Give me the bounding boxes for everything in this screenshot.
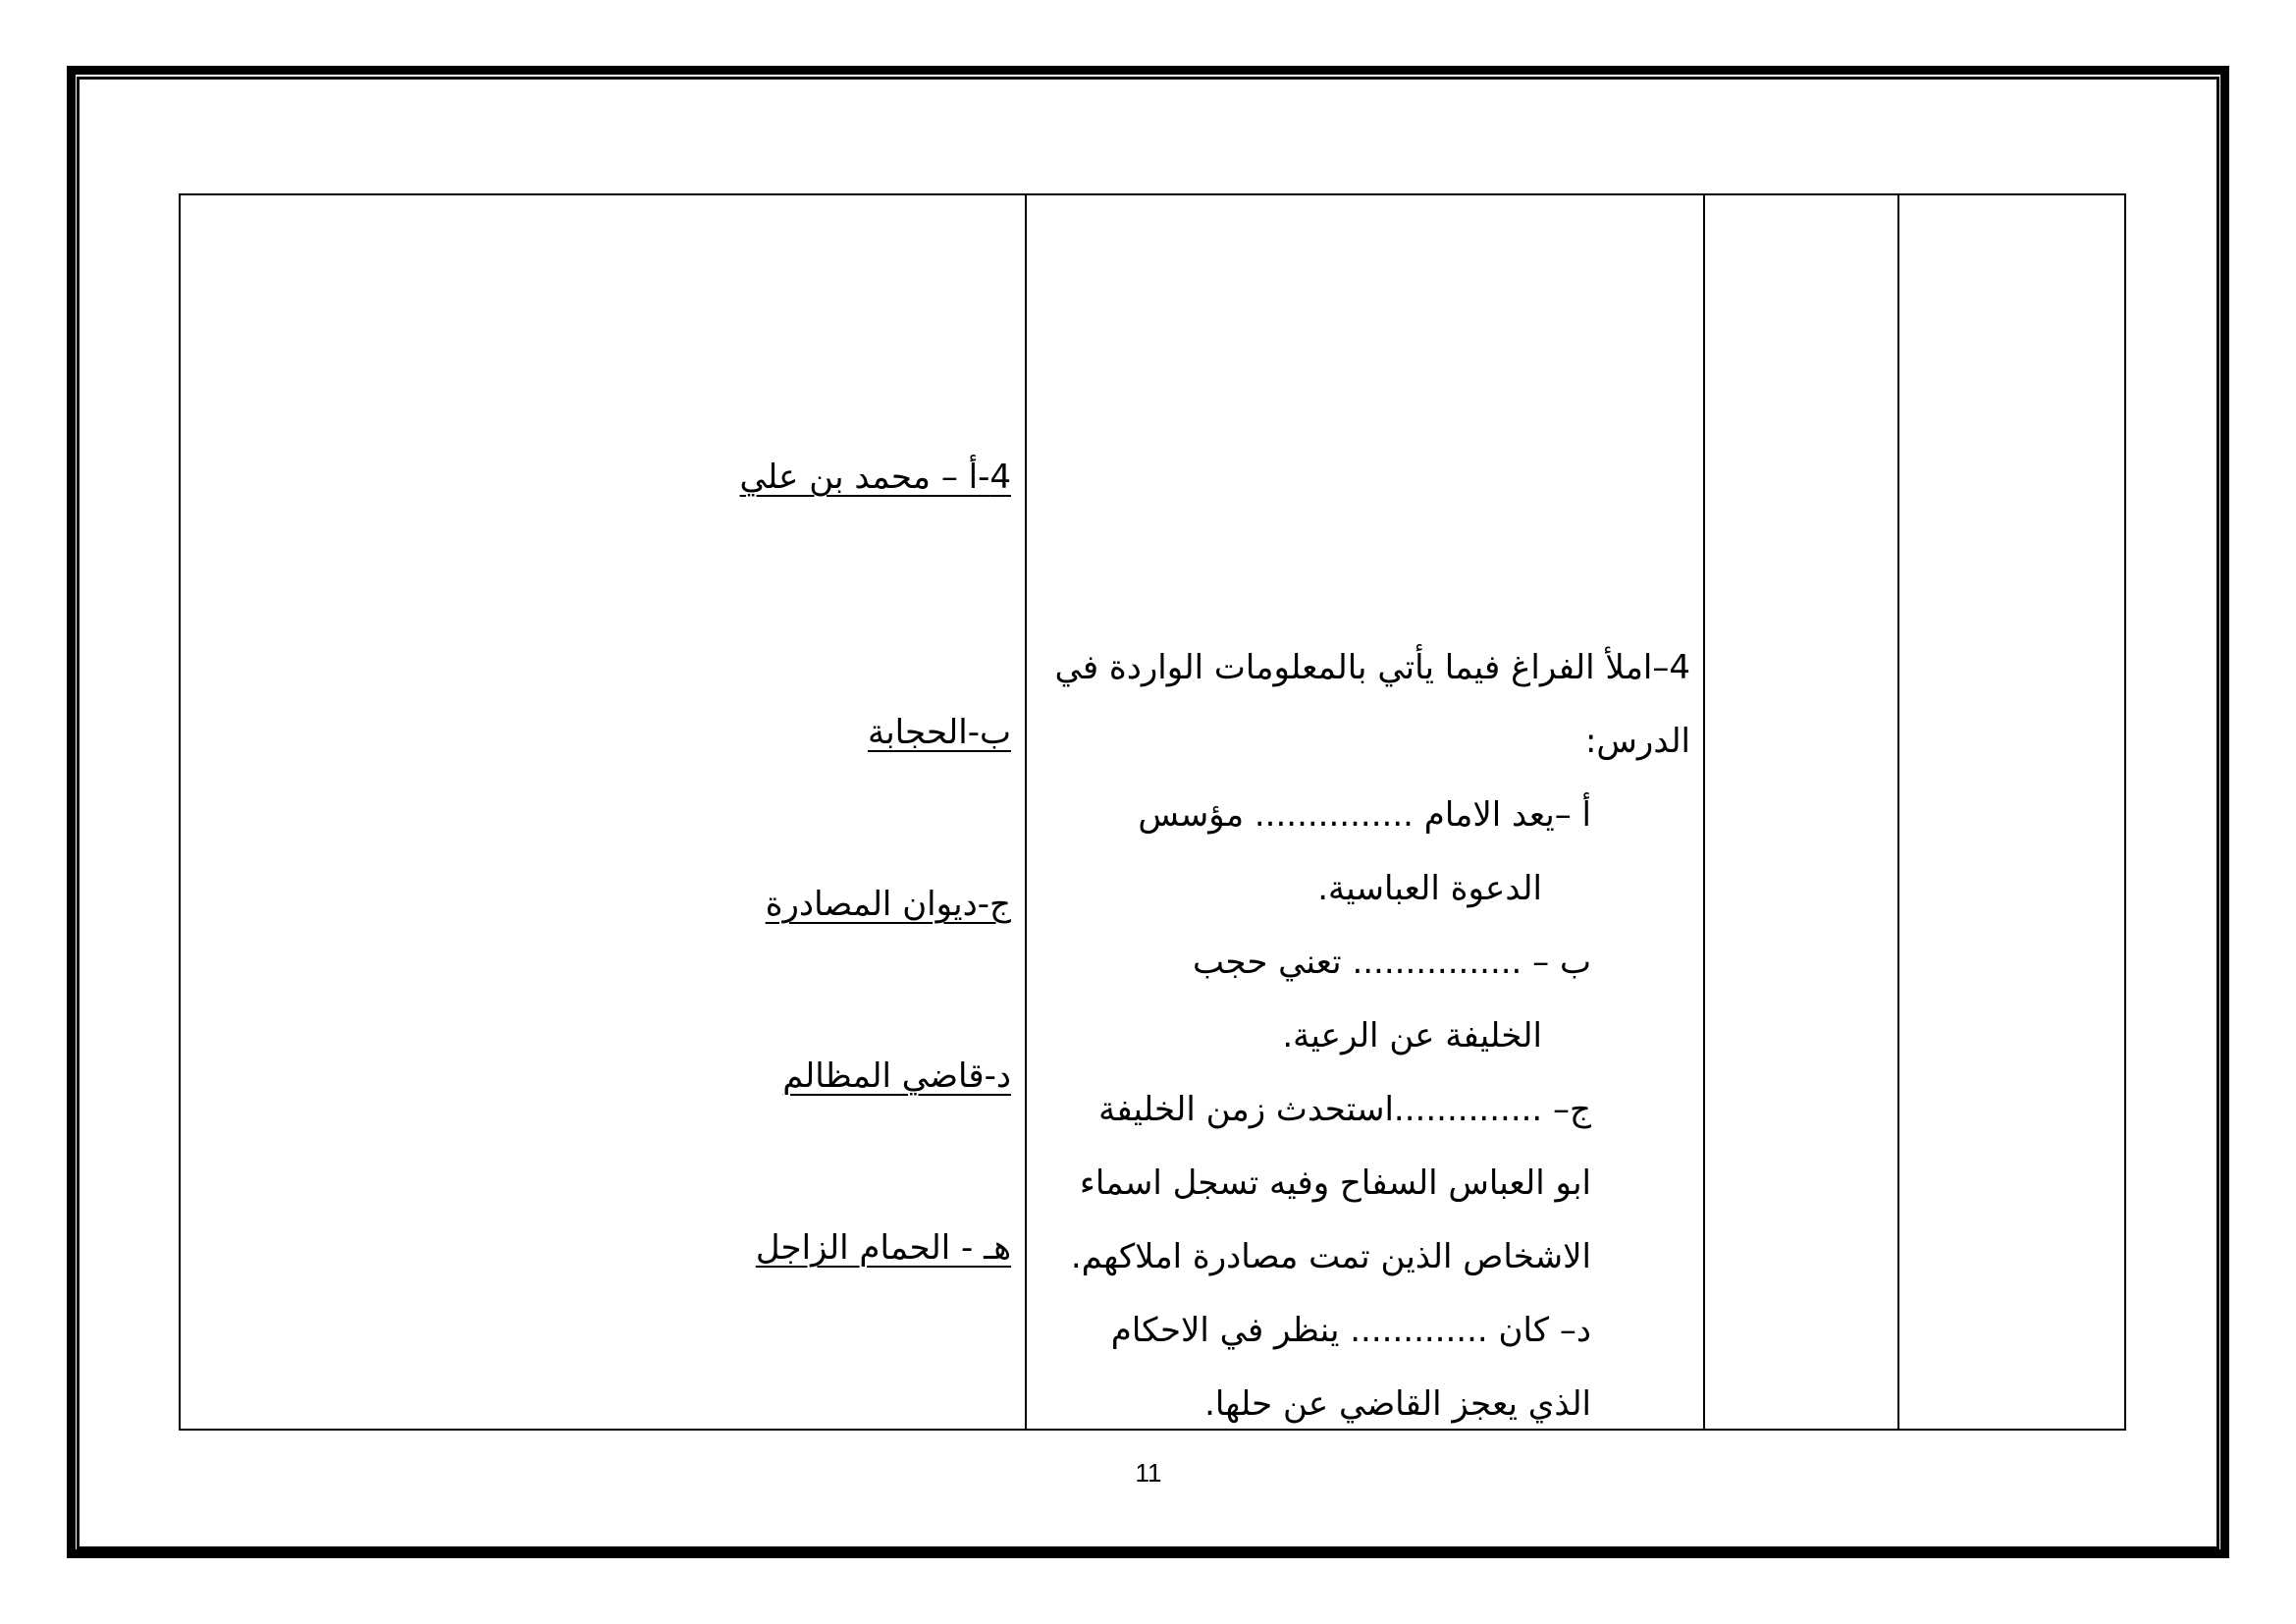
page-number: 11 <box>1135 1458 1162 1488</box>
question-title-line-1: 4–املأ الفراغ فيما يأتي بالمعلومات الواردة في <box>1054 648 1690 687</box>
answer-d: د-قاضي المظالم <box>782 1056 1011 1096</box>
table-column-divider-1 <box>1025 193 1027 1431</box>
table-column-divider-2 <box>1703 193 1705 1431</box>
answer-a: 4-أ – محمد بن علي <box>739 458 1011 497</box>
question-b-line-1: ب – ................ تعني حجب <box>1193 943 1591 982</box>
question-d-line-1: د– كان ............. ينظر في الاحكام <box>1110 1311 1591 1350</box>
question-title-line-2: الدرس: <box>1584 722 1690 761</box>
question-a-line-2: الدعوة العباسية. <box>1317 869 1542 908</box>
answer-c: ج-ديوان المصادرة <box>765 885 1011 924</box>
question-c-line-2: ابو العباس السفاح وفيه تسجل اسماء <box>1079 1164 1591 1203</box>
question-c-line-1: ج– ..............استحدث زمن الخليفة <box>1098 1090 1591 1129</box>
answer-b: ب-الحجابة <box>867 713 1011 752</box>
question-c-line-3: الاشخاص الذين تمت مصادرة املاكهم. <box>1070 1237 1591 1276</box>
answer-e: هـ - الحمام الزاجل <box>755 1228 1011 1268</box>
question-d-line-2: الذي يعجز القاضي عن حلها. <box>1204 1384 1591 1424</box>
table-column-divider-3 <box>1897 193 1899 1431</box>
question-a-line-1: أ –يعد الامام ............... مؤسس <box>1138 795 1591 835</box>
question-b-line-2: الخليفة عن الرعية. <box>1282 1016 1542 1056</box>
